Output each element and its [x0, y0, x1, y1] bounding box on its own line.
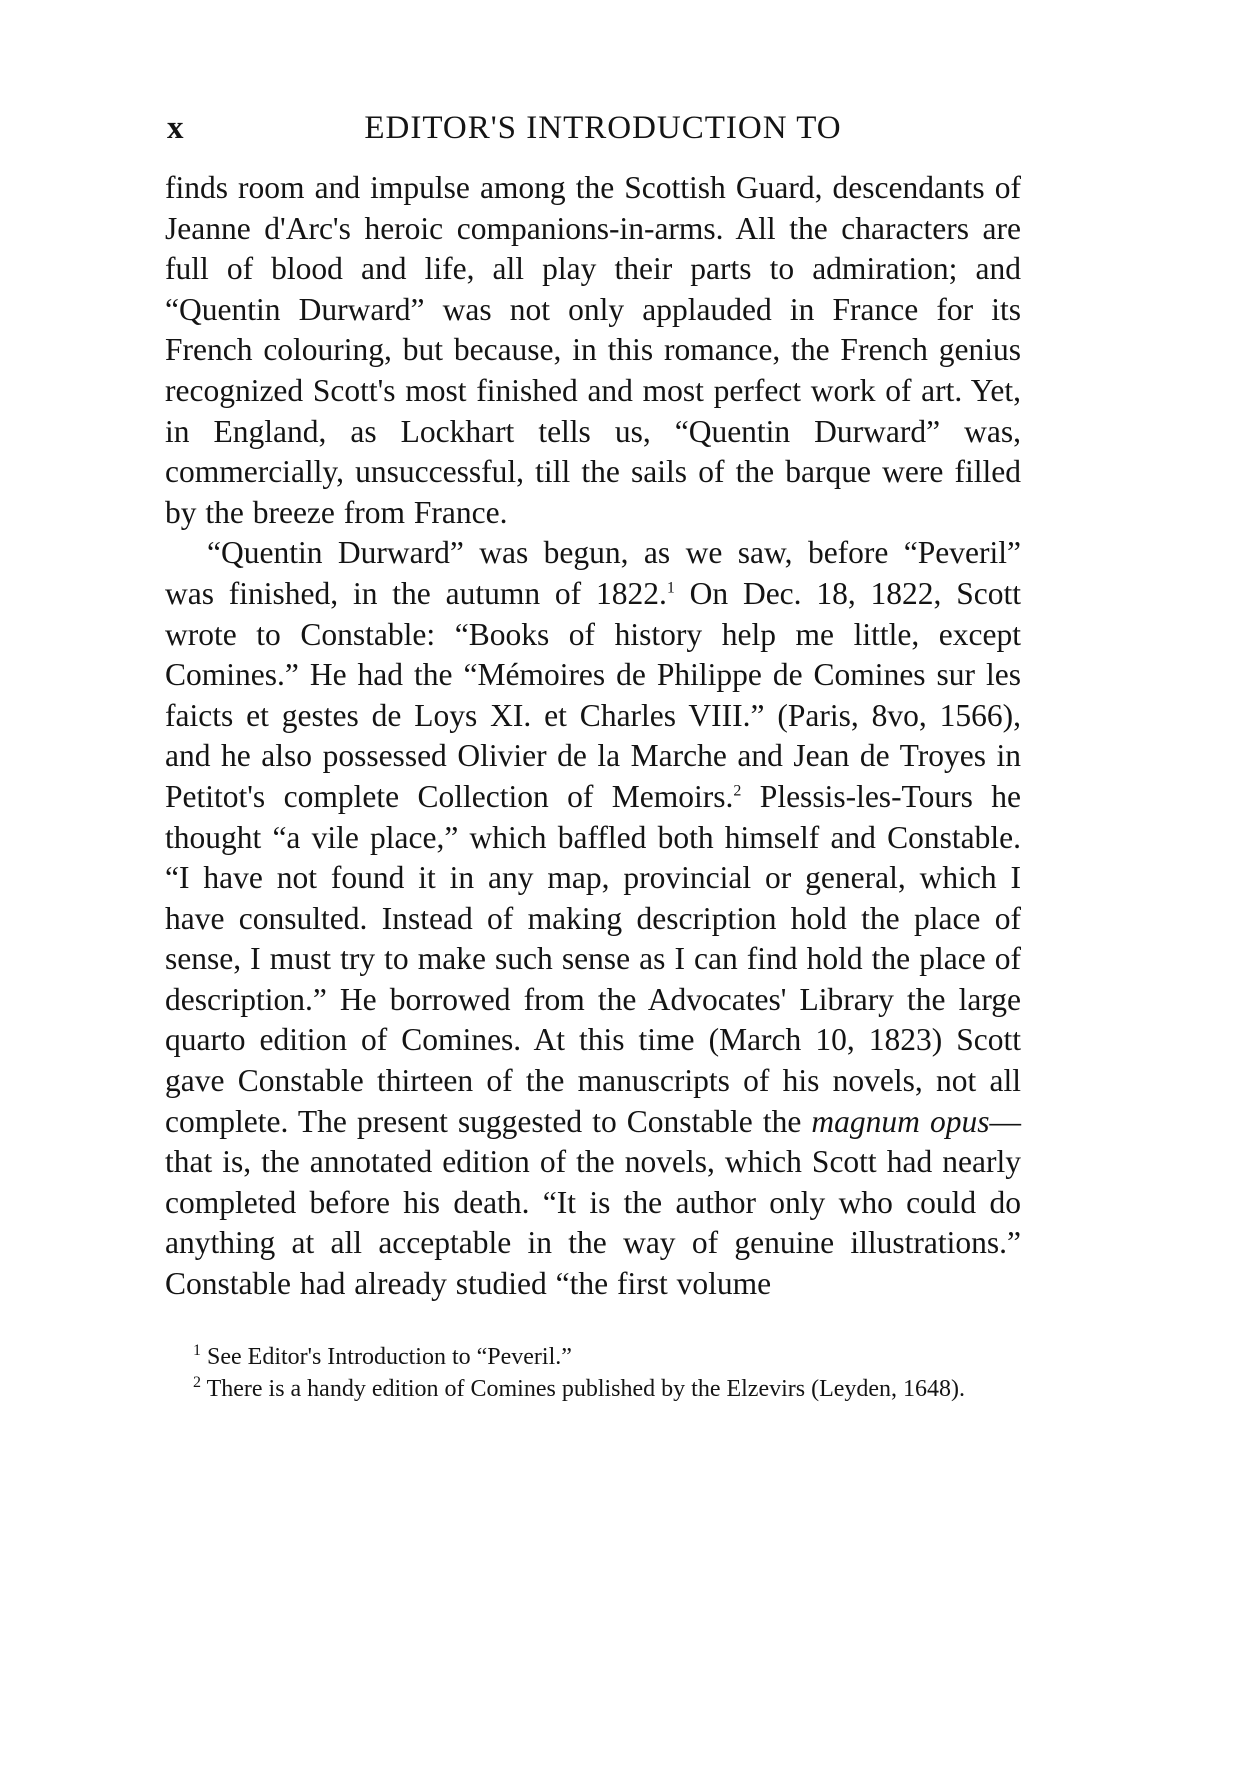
paragraph-1: finds room and impulse among the Scottish Guard, descendants of Jeanne d'Arc's heroic companions-in-arms. All the characters are full of blood and life, all play their parts to admiration; and “Quentin Durward” was not only applauded in France for its French colouring, but because, in this romance, the French genius recognized Scott's most finished and most perfect work of art. Yet, in England, as Lockhart tells us, “Quentin Durward” was, commercially, unsuccessful, till the sails of the barque were filled by the breeze from France. — [165, 170, 1021, 530]
footnote-mark: 2 — [193, 1373, 201, 1391]
footnote-mark: 1 — [193, 1341, 201, 1359]
page-header — [165, 110, 1021, 158]
paragraph-2-part-d: —that is, the annotated edition of the novels, which Scott had nearly completed before his death. “It is the author only who could do anything at all acceptable in the way of genuine illustrations.” Constable had already studied “the first volume — [165, 1103, 1022, 1302]
running-head: EDITOR'S INTRODUCTION TO — [364, 110, 842, 146]
footnote-reference-2: 2 — [733, 782, 742, 800]
book-page — [165, 110, 1021, 1405]
paragraph-2-part-c: Plessis-les-Tours he thought “a vile place,” which baffled both himself and Constable. “I have not found it in any map, provincial or general, which I have consulted. Instead of making description hold the place of sense, I must try to make such sense as I can find hold the place of description.” He borrowed from the Advocates' Library the large quarto edition of Comines. At this time (March 10, 1823) Scott gave Constable thirteen of the manuscripts of his novels, not all complete. The present suggested to Constable the — [165, 778, 1021, 1139]
footnote-2 — [165, 1373, 1021, 1405]
footnote-1 — [165, 1341, 1021, 1373]
paragraph-2-part-a: “Quentin Durward” was begun, as we saw, before “Peveril” was finished, in the autumn of 1822. — [165, 535, 1021, 611]
page-number: x — [167, 110, 184, 146]
footnote-text: There is a handy edition of Comines published by the Elzevirs (Leyden, 1648). — [201, 1375, 966, 1402]
footnotes — [165, 1341, 1021, 1405]
paragraph-2-part-b: On Dec. 18, 1822, Scott wrote to Constable: “Books of history help me little, except Comines.” He had the “Mémoires de Philippe de Comines sur les faicts et gestes de Loys XI. et Charles VIII.” (Paris, 8vo, 1566), and he also possessed Olivier de la Marche and Jean de Troyes in Petitot's complete Collection of Memoirs. — [165, 575, 1021, 814]
body-text — [165, 168, 1021, 1305]
footnote-reference-1: 1 — [666, 579, 675, 597]
italic-phrase: magnum opus — [811, 1103, 990, 1139]
footnote-text: See Editor's Introduction to “Peveril.” — [201, 1343, 572, 1370]
paragraph-2 — [165, 533, 1021, 1304]
